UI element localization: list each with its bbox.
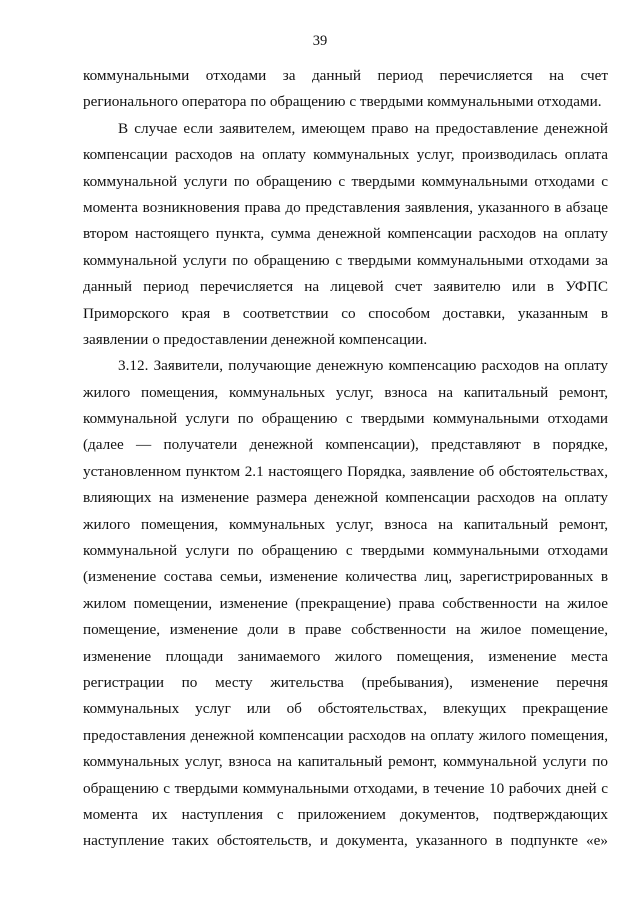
text-line: момента возникновения права до представления заявления, указанного в абзаце [83, 198, 608, 216]
document-body [83, 63, 608, 855]
text-line: данный период перечисляется на лицевой счет заявителю или в УФПС [83, 278, 608, 296]
text-line: наступление таких обстоятельств, и документа, указанного в подпункте «е» [83, 832, 608, 850]
text-line: компенсации расходов на оплату коммунальных услуг, производилась оплата [83, 146, 608, 164]
text-line: 3.12. Заявители, получающие денежную компенсацию расходов на оплату [118, 357, 608, 375]
text-line: (изменение состава семьи, изменение количества лиц, зарегистрированных в [83, 568, 608, 586]
text-line: коммунальными отходами за данный период перечисляется на счет [83, 67, 608, 84]
text-line: заявлении о предоставлении денежной компенсации. [83, 330, 428, 348]
text-line: установленном пунктом 2.1 настоящего Порядка, заявление об обстоятельствах, [83, 462, 608, 480]
paragraph [83, 63, 608, 116]
text-line: регистрации по месту жительства (пребывания), изменение перечня [83, 673, 608, 691]
text-line: обращению с твердыми коммунальными отходами, в течение 10 рабочих дней с [83, 779, 608, 797]
text-line: жилом помещении, изменение (прекращение) права собственности на жилое [83, 594, 608, 612]
text-line: коммунальной услуги по обращению с твердыми коммунальными отходами с [83, 172, 608, 190]
text-line: коммунальных услуг или об обстоятельствах, влекущих прекращение [83, 700, 608, 718]
text-line: коммунальной услуги по обращению с твердыми коммунальными отходами [83, 542, 608, 560]
paragraph [83, 116, 608, 354]
page-number: 39 [312, 33, 328, 49]
text-line: Приморского края в соответствии со способом доставки, указанным в [83, 304, 608, 322]
text-line: предоставления денежной компенсации расходов на оплату жилого помещения, [83, 726, 608, 744]
text-line: втором настоящего пункта, сумма денежной компенсации расходов на оплату [83, 225, 608, 243]
text-line: коммунальной услуги по обращению с твердыми коммунальными отходами [83, 410, 608, 428]
text-line: помещение, изменение доли в праве собственности на жилое помещение, [83, 621, 608, 639]
text-line: момента их наступления с приложением документов, подтверждающих [83, 805, 608, 823]
text-line: (далее — получатели денежной компенсации), представляют в порядке, [83, 436, 608, 454]
paragraph [83, 353, 608, 854]
text-line: коммунальных услуг, взноса на капитальный ремонт, коммунальной услуги по [83, 753, 608, 771]
text-line: влияющих на изменение размера денежной компенсации расходов на оплату [83, 489, 608, 507]
text-line: жилого помещения, коммунальных услуг, взноса на капитальный ремонт, [83, 515, 608, 533]
text-line: коммунальной услуги по обращению с твердыми коммунальными отходами за [83, 251, 608, 269]
text-line: изменение площади занимаемого жилого помещения, изменение места [83, 647, 608, 665]
text-line: регионального оператора по обращению с твердыми коммунальными отходами. [83, 93, 602, 111]
text-line: жилого помещения, коммунальных услуг, взноса на капитальный ремонт, [83, 383, 608, 401]
text-line: В случае если заявителем, имеющем право на предоставление денежной [118, 119, 608, 137]
